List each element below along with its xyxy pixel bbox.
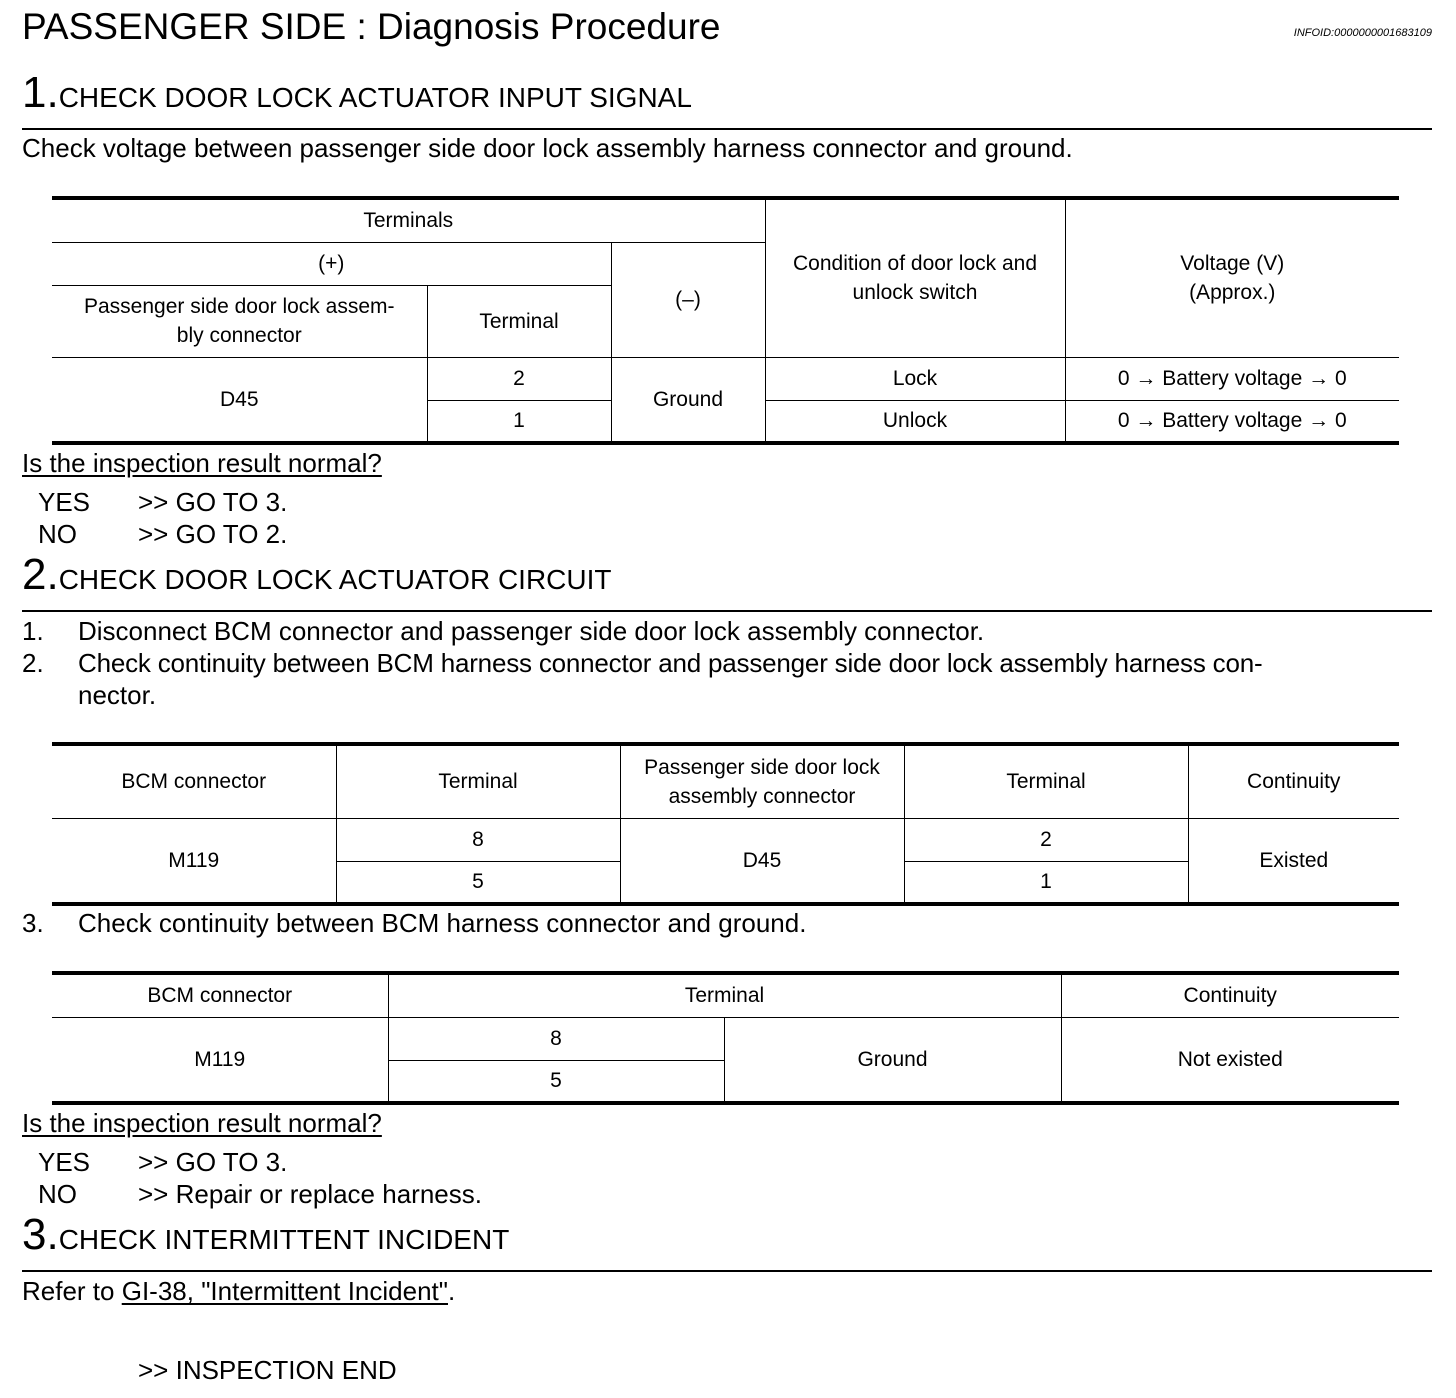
terminal-header: Terminal	[904, 744, 1188, 818]
plus-header: (+)	[52, 242, 611, 285]
bcm-connector-header: BCM connector	[52, 744, 336, 818]
terminal-header: Terminal	[388, 973, 1061, 1017]
bcm-connector-value: M119	[52, 1017, 388, 1103]
ground-value: Ground	[611, 357, 765, 443]
step-2-item-1-num: 1.	[22, 616, 44, 646]
step-3-number: 3.	[22, 1210, 59, 1259]
continuity-value: Not existed	[1061, 1017, 1399, 1103]
step-2-item-3-text: Check continuity between BCM harness connector and ground.	[78, 908, 807, 938]
connector-header: Passenger side door lock assem- bly connector	[52, 285, 427, 357]
step-2-item-3-num: 3.	[22, 908, 44, 938]
continuity-value: Existed	[1188, 818, 1399, 904]
condition-value: Unlock	[765, 400, 1065, 443]
step-2-heading	[22, 550, 612, 600]
step-1-instruction: Check voltage between passenger side door lock assembly harness connector and ground.	[22, 133, 1073, 163]
voltage-header: Voltage (V) (Approx.)	[1065, 198, 1399, 357]
bcm-continuity-table	[52, 742, 1399, 906]
step-2-item-1-text: Disconnect BCM connector and passenger side door lock assembly connector.	[78, 616, 985, 646]
step-3-divider	[22, 1270, 1432, 1272]
step-1-no-label: NO	[38, 519, 77, 549]
voltage-value: 0 → Battery voltage → 0	[1065, 357, 1399, 400]
step-3-heading	[22, 1210, 509, 1260]
step-3-refer: Refer to GI-38, "Intermittent Incident".	[22, 1276, 456, 1306]
step-2-title: CHECK DOOR LOCK ACTUATOR CIRCUIT	[58, 564, 612, 595]
inspection-end: >> INSPECTION END	[138, 1355, 397, 1385]
step-1-heading	[22, 68, 692, 118]
bcm-terminal-value: 8	[336, 818, 620, 861]
terminal-header: Terminal	[427, 285, 611, 357]
bcm-connector-value: M119	[52, 818, 336, 904]
step-1-yes-action: >> GO TO 3.	[138, 487, 288, 517]
step-1-yes-label: YES	[38, 487, 91, 517]
terminal-value: 8	[388, 1017, 724, 1060]
step-2-yes-label: YES	[38, 1147, 91, 1177]
step-2-divider	[22, 610, 1432, 612]
terminal-header: Terminal	[336, 744, 620, 818]
step-2-item-2-text-cont: nector.	[78, 680, 157, 710]
bcm-terminal-value: 5	[336, 861, 620, 904]
continuity-header: Continuity	[1188, 744, 1399, 818]
passenger-connector-value: D45	[620, 818, 904, 904]
step-1-question: Is the inspection result normal?	[22, 448, 382, 478]
step-1-number: 1.	[22, 68, 59, 117]
step-1-title: CHECK DOOR LOCK ACTUATOR INPUT SIGNAL	[58, 82, 692, 113]
voltage-check-table	[52, 196, 1399, 445]
bcm-connector-header: BCM connector	[52, 973, 388, 1017]
step-2-no-label: NO	[38, 1179, 77, 1209]
condition-value: Lock	[765, 357, 1065, 400]
info-id: INFOID:0000000001683109	[1293, 27, 1432, 39]
passenger-terminal-value: 2	[904, 818, 1188, 861]
continuity-header: Continuity	[1061, 973, 1399, 1017]
terminal-value: 2	[427, 357, 611, 400]
page-title: PASSENGER SIDE : Diagnosis Procedure	[22, 6, 721, 47]
condition-header: Condition of door lock and unlock switch	[765, 198, 1065, 357]
bcm-ground-continuity-table	[52, 971, 1399, 1105]
step-1-no-action: >> GO TO 2.	[138, 519, 288, 549]
terminals-header: Terminals	[52, 198, 765, 242]
step-2-item-2-text: Check continuity between BCM harness connector and passenger side door lock assembly harness con-	[78, 648, 1263, 678]
passenger-connector-header: Passenger side door lock assembly connector	[620, 744, 904, 818]
passenger-terminal-value: 1	[904, 861, 1188, 904]
connector-value: D45	[52, 357, 427, 443]
step-2-item-2-num: 2.	[22, 648, 44, 678]
step-2-number: 2.	[22, 550, 59, 599]
voltage-value: 0 → Battery voltage → 0	[1065, 400, 1399, 443]
step-2-question: Is the inspection result normal?	[22, 1108, 382, 1138]
step-3-title: CHECK INTERMITTENT INCIDENT	[58, 1224, 510, 1255]
ground-value: Ground	[724, 1017, 1061, 1103]
terminal-value: 1	[427, 400, 611, 443]
intermittent-incident-link[interactable]: GI-38, "Intermittent Incident"	[121, 1276, 448, 1306]
step-2-yes-action: >> GO TO 3.	[138, 1147, 288, 1177]
step-1-divider	[22, 128, 1432, 130]
minus-header: (–)	[611, 242, 765, 357]
step-2-no-action: >> Repair or replace harness.	[138, 1179, 482, 1209]
terminal-value: 5	[388, 1060, 724, 1103]
